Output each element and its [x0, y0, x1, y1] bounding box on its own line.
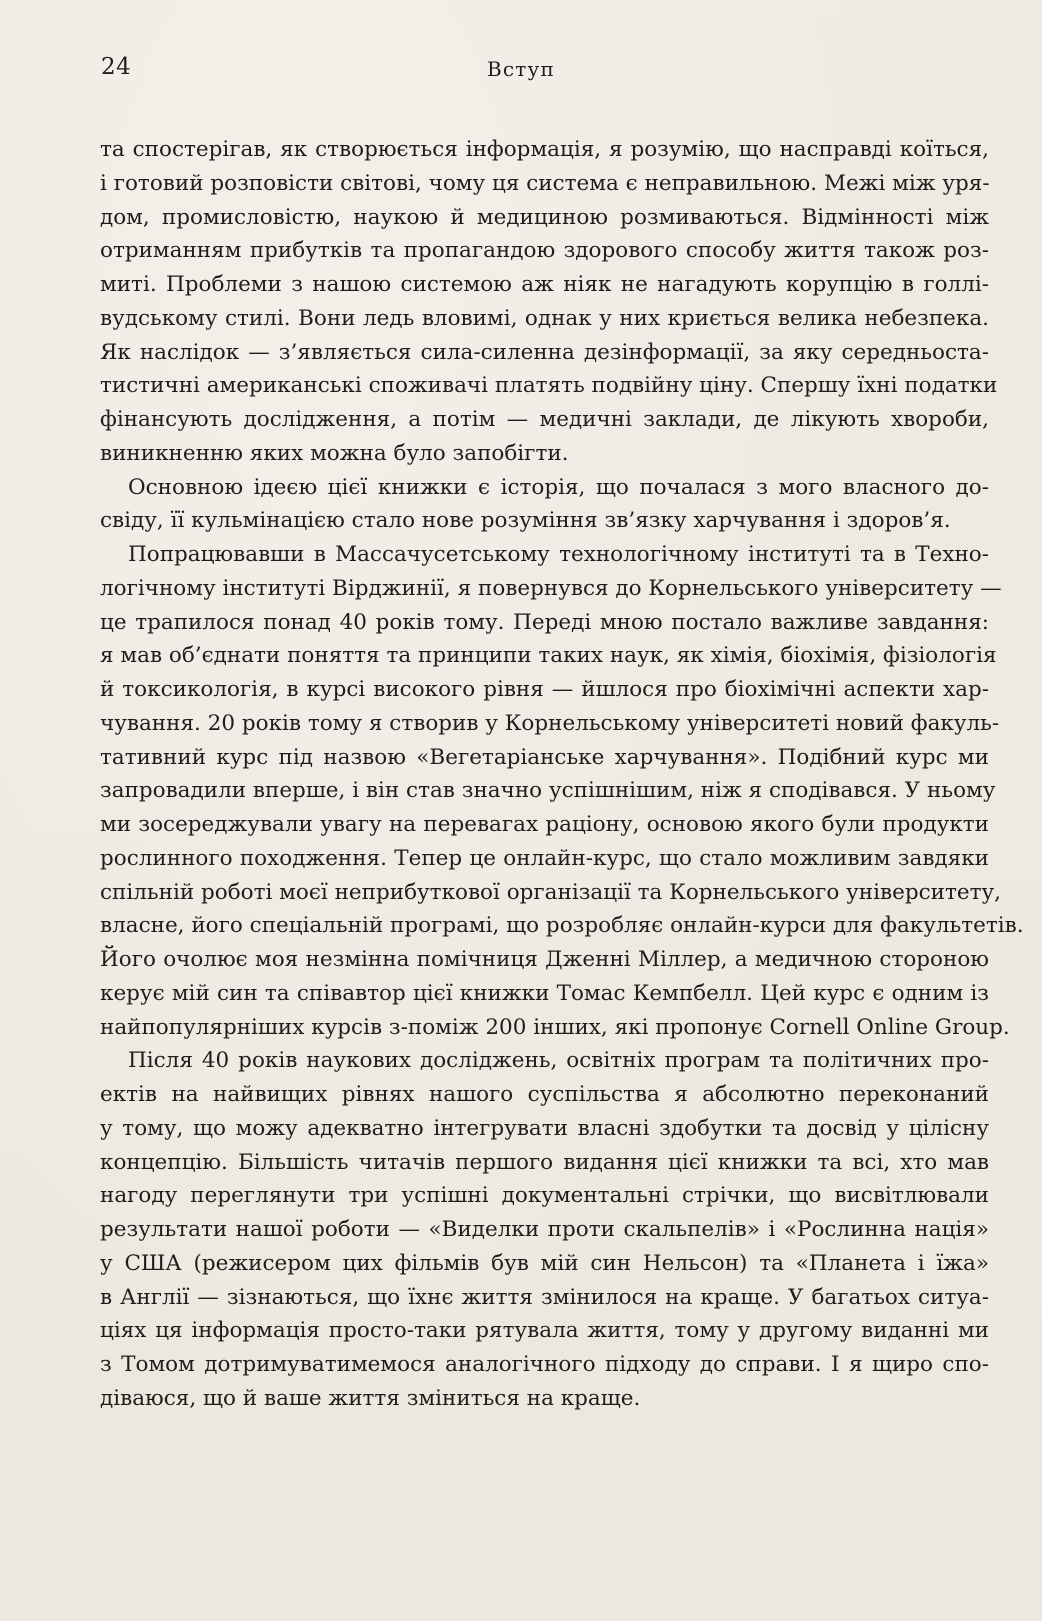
body-text	[100, 133, 1024, 1416]
page-number: 24	[101, 54, 132, 80]
paragraph	[100, 538, 1024, 1044]
text-line: з Томом дотримуватимемося аналогічного підходу до справи. І я щиро спо-	[100, 1352, 989, 1377]
text-line: виникненню яких можна було запобігти.	[100, 440, 569, 466]
text-line: й токсикологія, в курсі високого рівня — йшлося про біохімічні аспекти хар-	[100, 677, 989, 702]
text-line: ектів на найвищих рівнях нашого суспільства я абсолютно переконаний	[100, 1082, 989, 1107]
text-line: ми зосереджували увагу на перевагах раціону, основою якого були продукти	[100, 812, 989, 837]
text-line: спільній роботі моєї неприбуткової організації та Корнельського університету,	[100, 879, 1001, 905]
text-line: у тому, що можу адекватно інтегрувати власні здобутки та досвід у цілісну	[100, 1115, 989, 1141]
text-line: ціях ця інформація просто-таки рятувала життя, тому у другому виданні ми	[100, 1318, 989, 1344]
text-line: найпопулярніших курсів з-поміж 200 інших, які пропонує Cornell Online Group.	[100, 1014, 1010, 1040]
paragraph	[100, 133, 998, 471]
paragraph	[100, 1044, 989, 1415]
text-line: в Англії — зізнаються, що їхнє життя змінилося на краще. У багатьох ситуа-	[100, 1284, 989, 1310]
text-line: вудському стилі. Вони ледь вловимі, однак у них криється велика небезпека.	[100, 305, 989, 331]
text-line: запровадили вперше, і він став значно успішнішим, ніж я сподівався. У ньому	[100, 778, 996, 804]
text-line: та спостерігав, як створюється інформація, я розумію, що насправді коїться,	[100, 137, 989, 162]
text-line: я мав об’єднати поняття та принципи таких наук, як хімія, біохімія, фізіологія	[100, 643, 997, 669]
paragraph	[100, 471, 989, 539]
text-line: власне, його спеціальній програмі, що розробляє онлайн-курси для факультетів.	[100, 913, 1024, 939]
text-line: отриманням прибутків та пропагандою здорового способу життя також роз-	[100, 238, 989, 264]
text-line: Основною ідеєю цієї книжки є історія, що почалася з мого власного до-	[128, 474, 989, 500]
text-line: тистичні американські споживачі платять подвійну ціну. Спершу їхні податки	[100, 373, 998, 399]
text-line: рослинного походження. Тепер це онлайн-курс, що стало можливим завдяки	[100, 845, 989, 871]
text-line: діваюся, що й ваше життя зміниться на краще.	[100, 1385, 641, 1411]
text-line: миті. Проблеми з нашою системою аж ніяк не нагадують корупцію в голлі-	[100, 272, 989, 297]
text-line: у США (режисером цих фільмів був мій син Нельсон) та «Планета і їжа»	[100, 1250, 989, 1276]
text-line: свіду, її кульмінацією стало нове розуміння зв’язку харчування і здоров’я.	[100, 508, 951, 534]
text-line: чування. 20 років тому я створив у Корнельському університеті новий факуль-	[100, 710, 1000, 736]
text-line: Попрацювавши в Массачусетському технологічному інституті та в Техно-	[128, 542, 989, 567]
text-line: фінансують дослідження, а потім — медичні заклади, де лікують хвороби,	[100, 407, 989, 432]
text-line: Як наслідок — з’являється сила-силенна дезінформації, за яку середньоста-	[100, 339, 989, 365]
running-head	[0, 54, 1042, 94]
text-line: Його очолює моя незмінна помічниця Дженні Міллер, а медичною стороною	[100, 947, 989, 972]
text-line: і готовий розповісти світові, чому ця система є неправильною. Межі між уря-	[100, 170, 990, 196]
text-line: нагоду переглянути три успішні документальні стрічки, що висвітлювали	[100, 1183, 989, 1209]
section-title: Вступ	[486, 57, 556, 81]
text-line: керує мій син та співавтор цієї книжки Томас Кемпбелл. Цей курс є одним із	[100, 980, 989, 1006]
text-line: тативний курс під назвою «Вегетаріанське харчування». Подібний курс ми	[100, 744, 989, 770]
text-line: концепцію. Більшість читачів першого видання цієї книжки та всі, хто мав	[100, 1149, 989, 1175]
text-line: логічному інституті Вірджинії, я повернувся до Корнельського університету —	[100, 575, 1002, 601]
text-line: це трапилося понад 40 років тому. Переді мною постало важливе завдання:	[100, 609, 989, 635]
text-line: дом, промисловістю, наукою й медициною розмиваються. Відмінності між	[100, 204, 989, 230]
text-line: Після 40 років наукових досліджень, освітніх програм та політичних про-	[128, 1048, 989, 1074]
text-line: результати нашої роботи — «Виделки проти скальпелів» і «Рослинна нація»	[100, 1217, 989, 1242]
